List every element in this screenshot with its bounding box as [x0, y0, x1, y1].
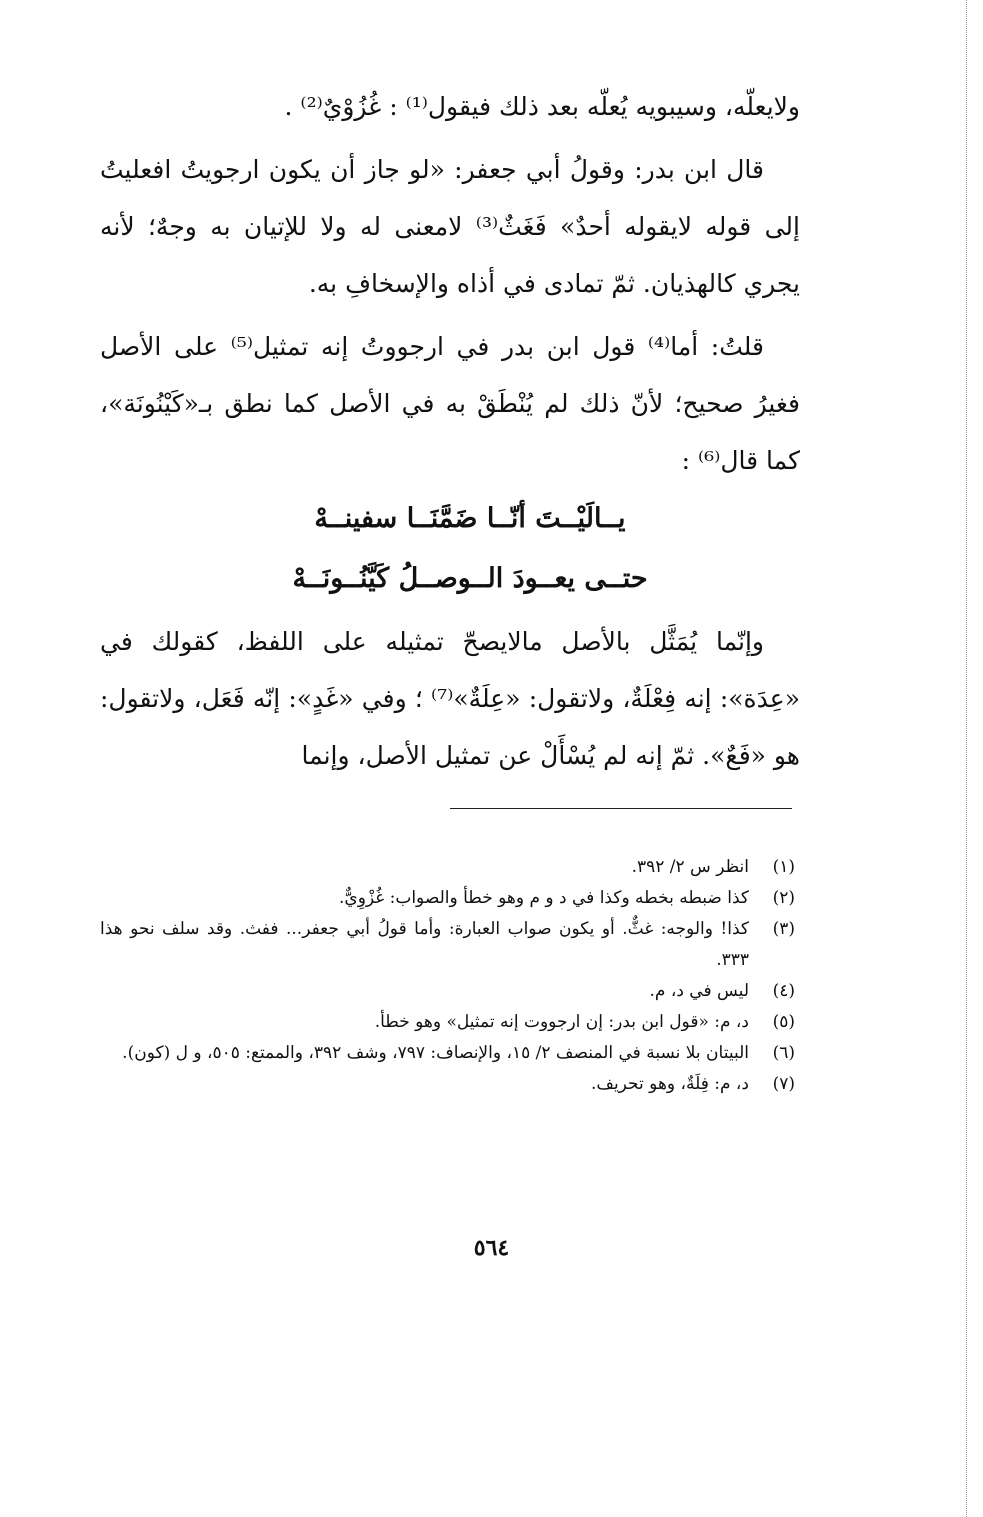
footnote-number: (٧) — [772, 1074, 795, 1094]
footnote-number: (٦) — [772, 1043, 795, 1063]
footnote-number: (٤) — [772, 981, 795, 1001]
footnote-text: ليس في د، م. — [649, 981, 749, 1001]
paragraph-1: ولايعلّه، وسيبويه يُعلّه بعد ذلك فيقول⁽¹⁾ : غُزُوْيٌ⁽²⁾ . — [284, 92, 800, 121]
footnote-1 — [100, 852, 795, 883]
footnote-text: د، م: «قول ابن بدر: إن ارجووت إنه تمثيل» وهو خطأ. — [374, 1012, 749, 1032]
footnote-text: البيتان بلا نسبة في المنصف ٢/ ١٥، والإنصاف: ٧٩٧، وشف ٣٩٢، والممتع: ٥٠٥، و ل (كون). — [122, 1043, 749, 1063]
footnote-4 — [100, 976, 795, 1007]
footnote-text: كذا ضبطه بخطه وكذا في د و م وهو خطأ والصواب: غُزْوِيٌّ. — [339, 888, 749, 908]
footnote-separator — [450, 808, 792, 809]
paragraph-3: قلتُ: أما⁽⁴⁾ قول ابن بدر في ارجووتُ إنه تمثيل⁽⁵⁾ على الأصل فغيرُ صحيح؛ لأنّ ذلك لم يُنْطَقْ به في الأصل كما نطق بـ«كَيْنُونَة»، كما قال⁽⁶⁾ : — [100, 332, 800, 475]
main-text — [100, 78, 800, 784]
footnote-text: د، م: فِلَةٌ، وهو تحريف. — [590, 1074, 749, 1094]
verse-block — [100, 489, 800, 609]
footnote-7 — [100, 1069, 795, 1100]
paragraph-4: وإنّما يُمَثَّل بالأصل مالايصحّ تمثيله على اللفظ، كقولك في «عِدَة»: إنه فِعْلَةٌ، ولاتقول: «عِلَةٌ»⁽⁷⁾ ؛ وفي «غَدٍ»: إنّه فَعَل، ولاتقول: هو «فَعٌ». ثمّ إنه لم يُسْأَلْ عن تمثيل الأصل، وإنما — [100, 627, 800, 770]
verse-line-2: حتــى يعــودَ الــوصــلُ كَيَّنُــونَــهْ — [292, 563, 648, 594]
footnote-text: انظر س ٢/ ٣٩٢. — [631, 857, 749, 877]
footnote-2 — [100, 883, 795, 914]
verse-line-1: يــالَيْــتَ أنّــا ضَمَّنَــا سفينــهْ — [314, 503, 626, 534]
footnotes — [100, 852, 795, 1100]
footnote-5 — [100, 1007, 795, 1038]
footnote-6 — [100, 1038, 795, 1069]
footnote-number: (٥) — [772, 1012, 795, 1032]
footnote-number: (١) — [772, 857, 795, 877]
page-number: ٥٦٤ — [473, 1235, 510, 1261]
page-edge-line — [966, 0, 967, 1517]
footnote-number: (٣) — [772, 919, 795, 939]
footnote-3 — [100, 914, 795, 976]
paragraph-2: قال ابن بدر: وقولُ أبي جعفر: «لو جاز أن يكون ارجويتُ افعليتُ إلى قوله لايقوله أحدٌ» فَغَثٌ⁽³⁾ لامعنى له ولا للإتيان به وجهٌ؛ لأنه يجري كالهذيان. ثمّ تمادى في أذاه والإسخافِ به. — [100, 155, 800, 298]
footnote-number: (٢) — [772, 888, 795, 908]
footnote-text: كذا! والوجه: غثٌّ. أو يكون صواب العبارة: وأما قولُ أبي جعفر... ففث. وقد سلف نحو هذا ٣٣٣. — [100, 919, 749, 970]
